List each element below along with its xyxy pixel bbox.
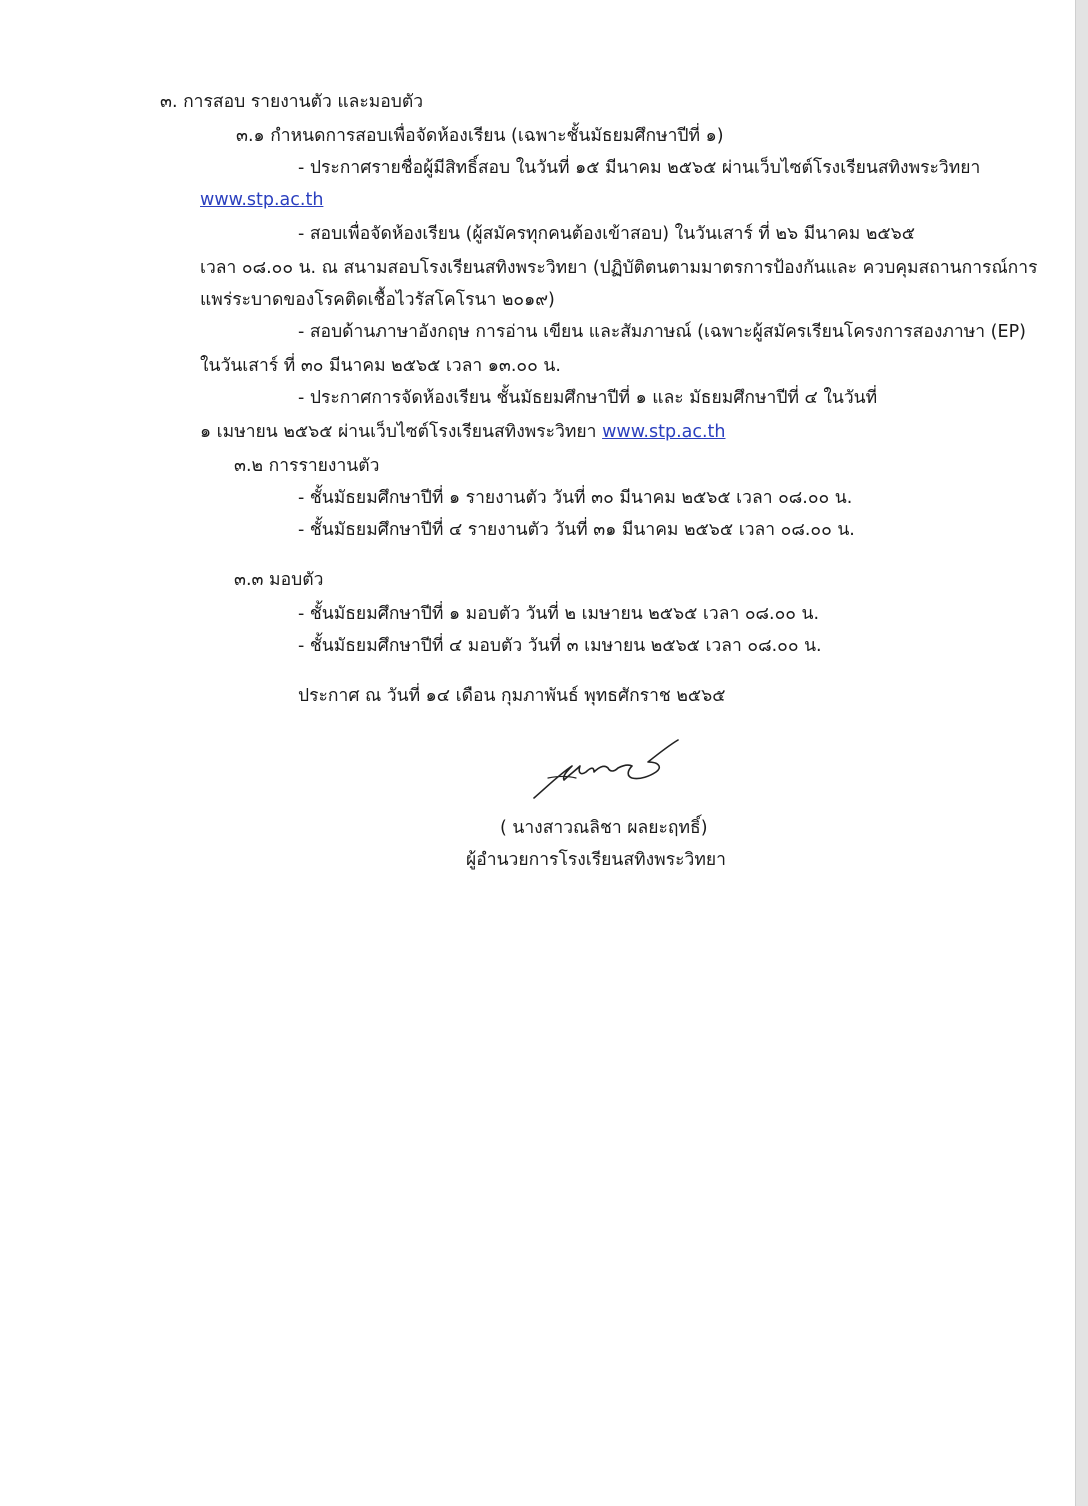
website-link[interactable]: www.stp.ac.th (200, 190, 324, 210)
signatory-position: ผู้อำนวยการโรงเรียนสทิงพระวิทยา (466, 850, 726, 870)
signature-image (528, 736, 688, 802)
page-edge (1075, 0, 1088, 1506)
announcement-date: ประกาศ ณ วันที่ ๑๔ เดือน กุมภาพันธ์ พุทธศักราช ๒๕๖๕ (298, 686, 726, 706)
section-3-2-item-2: - ชั้นมัธยมศึกษาปีที่ ๔ รายงานตัว วันที่ ๓๑ มีนาคม ๒๕๖๕ เวลา ๐๘.๐๐ น. (298, 520, 855, 540)
section-3-2-item-1: - ชั้นมัธยมศึกษาปีที่ ๑ รายงานตัว วันที่ ๓๐ มีนาคม ๒๕๖๕ เวลา ๐๘.๐๐ น. (298, 488, 853, 508)
website-link-2[interactable]: www.stp.ac.th (602, 422, 726, 442)
section-3-1-item-4: - ประกาศการจัดห้องเรียน ชั้นมัธยมศึกษาปีที่ ๑ และ มัธยมศึกษาปีที่ ๔ ในวันที่ (298, 388, 878, 408)
section-3-1-item-1: - ประกาศรายชื่อผู้มีสิทธิ์สอบ ในวันที่ ๑๕ มีนาคม ๒๕๖๕ ผ่านเว็บไซต์โรงเรียนสทิงพระวิทยา (298, 158, 981, 178)
section-3-3-item-2: - ชั้นมัธยมศึกษาปีที่ ๔ มอบตัว วันที่ ๓ เมษายน ๒๕๖๕ เวลา ๐๘.๐๐ น. (298, 636, 822, 656)
section-3-1-item-3-line-2: ในวันเสาร์ ที่ ๓๐ มีนาคม ๒๕๖๕ เวลา ๑๓.๐๐ น. (200, 356, 561, 376)
section-3-1-item-2-line-3: แพร่ระบาดของโรคติดเชื้อไวรัสโคโรนา ๒๐๑๙) (200, 290, 555, 310)
section-3-2-heading: ๓.๒ การรายงานตัว (234, 456, 380, 476)
section-3-3-item-1: - ชั้นมัธยมศึกษาปีที่ ๑ มอบตัว วันที่ ๒ เมษายน ๒๕๖๕ เวลา ๐๘.๐๐ น. (298, 604, 820, 624)
section-3-1-item-4-line-2 (200, 420, 726, 444)
section-3-1-item-2-line-2: เวลา ๐๘.๐๐ น. ณ สนามสอบโรงเรียนสทิงพระวิทยา (ปฏิบัติตนตามมาตรการป้องกันและ ควบคุมสถานการณ์การ (200, 258, 1038, 278)
signatory-name: ( นางสาวณลิชา ผลยะฤทธิ์) (500, 818, 708, 838)
section-3-1-item-4-text: ๑ เมษายน ๒๕๖๕ ผ่านเว็บไซต์โรงเรียนสทิงพระวิทยา (200, 422, 597, 442)
section-3-1-heading: ๓.๑ กำหนดการสอบเพื่อจัดห้องเรียน (เฉพาะชั้นมัธยมศึกษาปีที่ ๑) (236, 126, 724, 146)
section-3-1-item-3: - สอบด้านภาษาอังกฤษ การอ่าน เขียน และสัมภาษณ์ (เฉพาะผู้สมัครเรียนโครงการสองภาษา (EP) (298, 322, 1026, 342)
section-3-3-heading: ๓.๓ มอบตัว (234, 570, 324, 590)
section-3-heading: ๓. การสอบ รายงานตัว และมอบตัว (160, 92, 424, 112)
section-3-1-item-2: - สอบเพื่อจัดห้องเรียน (ผู้สมัครทุกคนต้องเข้าสอบ) ในวันเสาร์ ที่ ๒๖ มีนาคม ๒๕๖๕ (298, 224, 915, 244)
